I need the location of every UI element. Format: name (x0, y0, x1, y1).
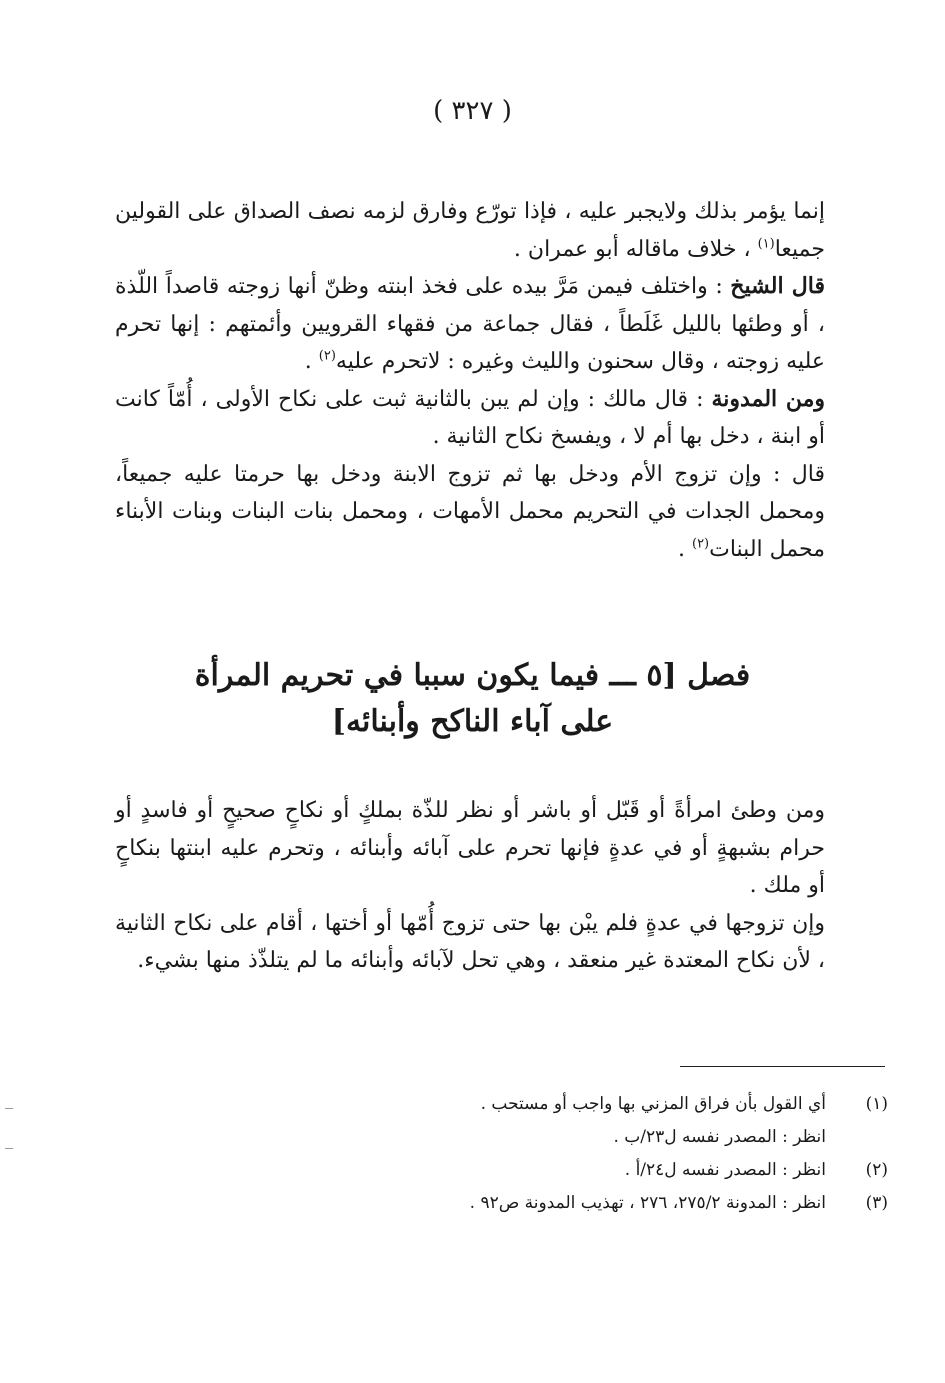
footnote-divider (680, 1066, 885, 1067)
section-heading (0, 653, 945, 745)
footnote-ref: (٢) (318, 348, 336, 364)
page-number: ( ٣٢٧ ) (433, 96, 512, 126)
scan-edge-mark (5, 1108, 13, 1109)
paragraph: ومن وطئ امرأةً أو قَبّل أو باشر أو نظر للذّة بملكٍ أو نكاحٍ صحيحٍ أو فاسدٍ أو حرام بشبهةٍ أو في عدةٍ فإنها تحرم على آبائه وأبنائه ، وتحرم عليه ابنتها بنكاحٍ أو ملك . (115, 798, 825, 898)
paragraph: ومن المدونة : قال مالك : وإن لم يبن بالثانية ثبت على نكاح الأولى ، أُمّاً كانت أو ابنة ، دخل بها أم لا ، ويفسخ نكاح الثانية . (115, 385, 825, 449)
footnote-number: (٣) (865, 1193, 888, 1213)
footnote (300, 1088, 888, 1121)
paragraph: قال : وإن تزوج الأم ودخل بها ثم تزوج الابنة ودخل بها حرمتا عليه جميعاً، ومحمل الجدات في التحريم محمل الأمهات ، ومحمل بنات البنات وبنات الأبناء محمل البنات$^{(٢)}$ . (115, 461, 825, 562)
footnote-number: (٢) (865, 1160, 888, 1180)
footnote-text: انظر : المصدر نفسه ل٢٤/أ . (624, 1160, 826, 1180)
footnote-text: أي القول بأن فراق المزني بها واجب أو مستحب . (480, 1094, 826, 1114)
footnote-number: (١) (865, 1094, 888, 1114)
footnotes (300, 1088, 888, 1220)
scan-edge-mark (5, 1148, 13, 1149)
footnote-text: انظر : المدونة ٢٧٥/٢، ٢٧٦ ، تهذيب المدونة ص٩٢ . (469, 1193, 826, 1213)
paragraph: إنما يؤمر بذلك ولايجبر عليه ، فإذا تورّع وفارق لزمه نصف الصداق على القولين جميعا$^{(١)}$ ، خلاف ماقاله أبو عمران . (115, 199, 825, 262)
body-text-section-1 (115, 193, 825, 568)
source-label: ومن المدونة (711, 385, 825, 412)
heading-line: على آباء الناكح وأبنائه] (331, 704, 614, 739)
footnote-number (826, 1121, 888, 1154)
body-text-section-2 (115, 792, 825, 980)
heading-line: فصل [٥ ـــ فيما يكون سببا في تحريم المرأة (194, 658, 751, 693)
footnote (300, 1187, 888, 1220)
footnote-ref: (١) (757, 236, 775, 252)
paragraph: وإن تزوجها في عدةٍ فلم يبْن بها حتى تزوج أُمّها أو أختها ، أقام على نكاح الثانية ، لأن نكاح المعتدة غير منعقد ، وهي تحل لآبائه وأبنائه ما لم يتلذّذ منها بشيء. (115, 910, 825, 973)
paragraph: قال الشيخ : واختلف فيمن مَرَّ بيده على فخذ ابنته وظنّ أنها زوجته قاصداً اللّذة ، أو وطئها بالليل غَلَطاً ، فقال جماعة من فقهاء القرويين وأئمتهم : إنها تحرم عليه زوجته ، وقال سحنون والليث وغيره : لاتحرم عليه$^{(٢)}$ . (115, 273, 825, 374)
footnote-ref: (٢) (691, 536, 710, 552)
footnote-text: انظر : المصدر نفسه ل٢٣/ب . (613, 1127, 826, 1147)
footnote (300, 1154, 888, 1187)
speaker-label: قال الشيخ (730, 273, 825, 299)
footnote (300, 1121, 888, 1154)
